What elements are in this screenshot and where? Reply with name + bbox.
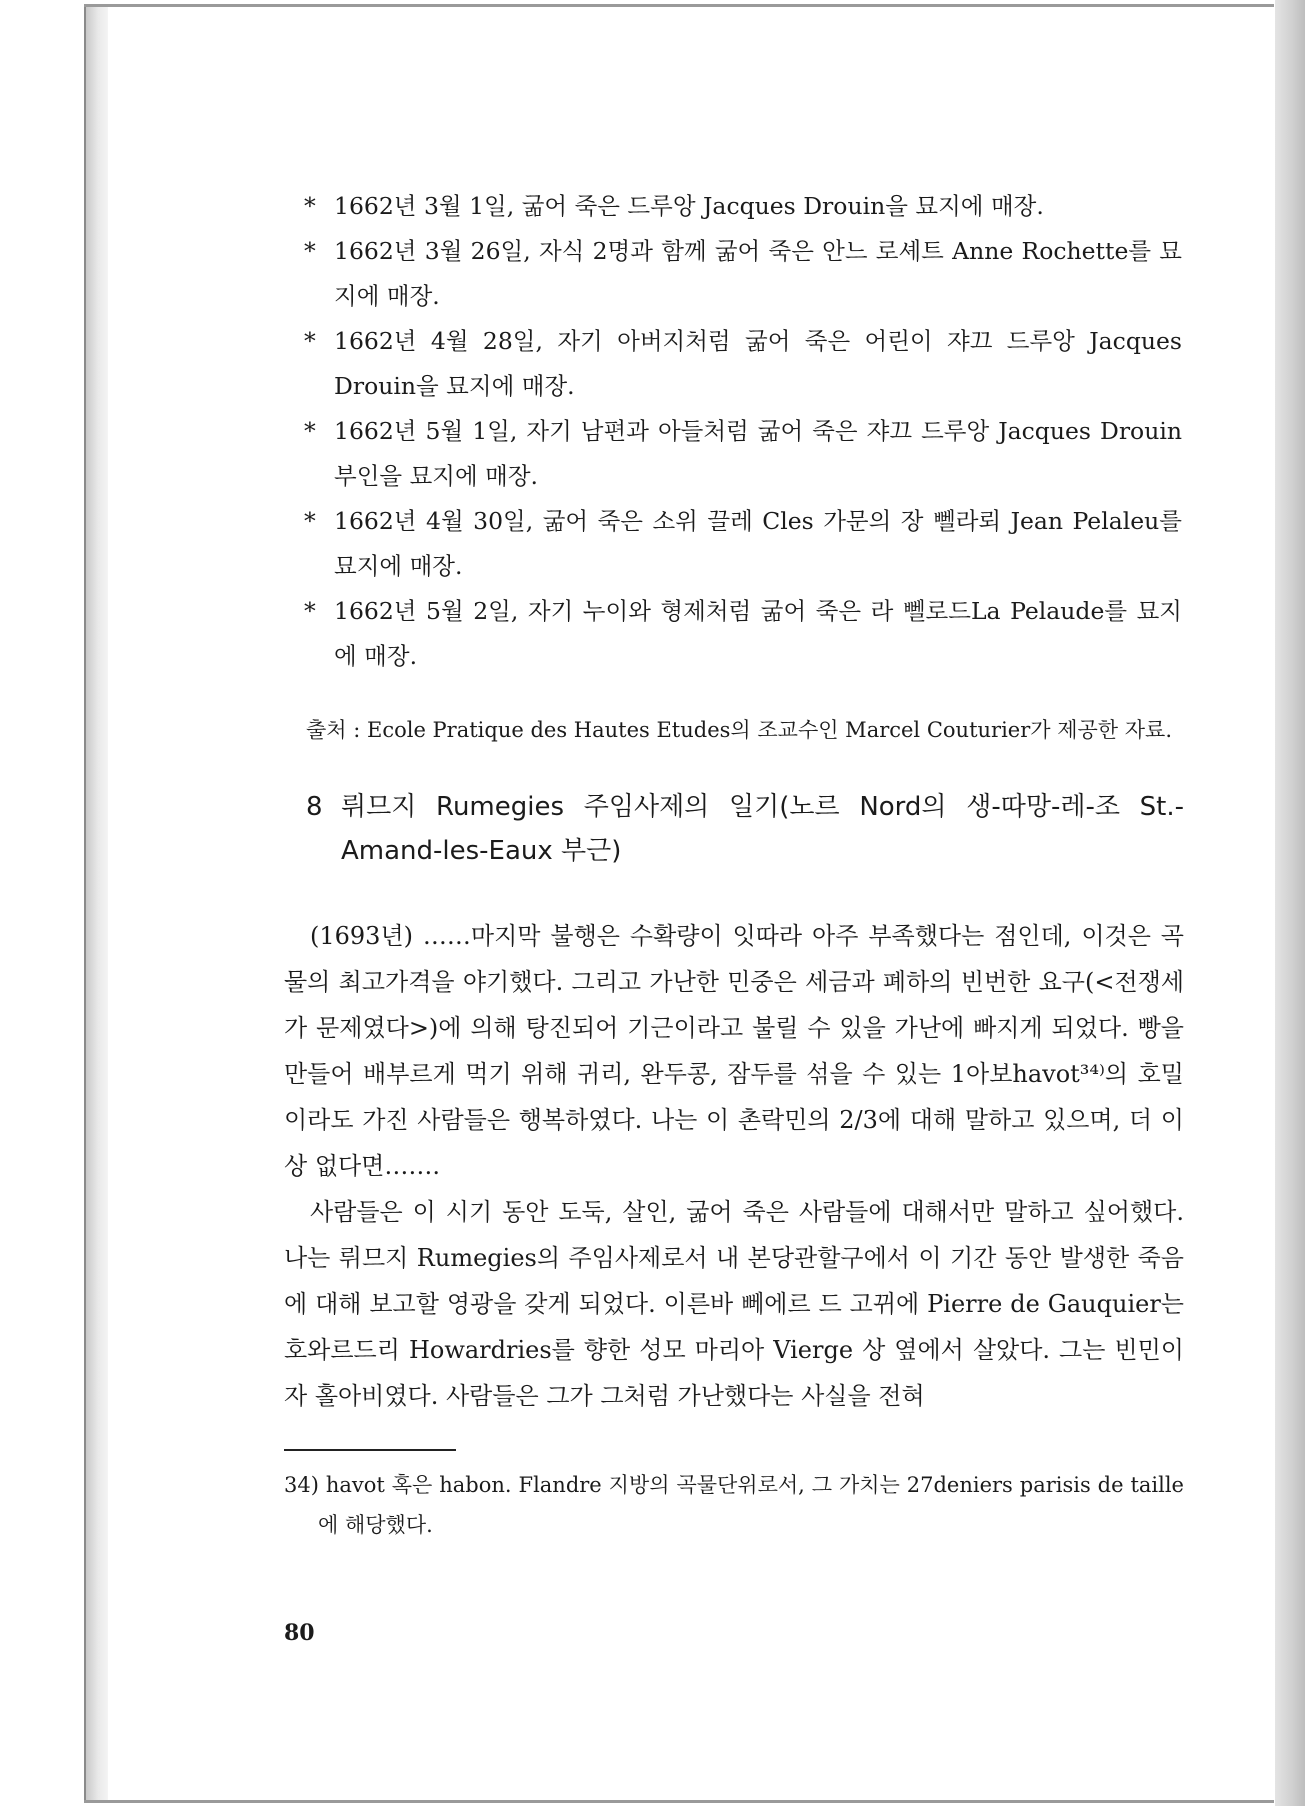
- burial-record-text: 1662년 3월 1일, 굶어 죽은 드루앙 Jacques Drouin을 묘지에 매장.: [334, 192, 1044, 220]
- bullet: *: [304, 597, 316, 625]
- section-heading: [284, 785, 1184, 873]
- paragraph: 사람들은 이 시기 동안 도둑, 살인, 굶어 죽은 사람들에 대해서만 말하고 싶어했다. 나는 뤼므지 Rumegies의 주임사제로서 내 본당관할구에서 이 기간 동안 발생한 죽음에 대해 보고할 영광을 갖게 되었다. 이른바 뻬에르 드 고뀌에 Pierre de Gauquier는 호와르드리 Howardries를 향한 성모 마리아 Vierge 상 옆에서 살았다. 그는 빈민이자 홀아비였다. 사람들은 그가 그처럼 가난했다는 사실을 전혀: [284, 1198, 1184, 1410]
- burial-record-text: 1662년 3월 26일, 자식 2명과 함께 굶어 죽은 안느 로셰트 Anne Rochette를 묘지에 매장.: [334, 237, 1182, 310]
- footnote: 34) havot 혹은 habon. Flandre 지방의 곡물단위로서, 그 가치는 27deniers parisis de taille에 해당했다.: [284, 1473, 1184, 1537]
- page-content: [284, 184, 1184, 1545]
- bullet: *: [304, 192, 316, 220]
- source-note: 출처 : Ecole Pratique des Hautes Etudes의 조교수인 Marcel Couturier가 제공한 자료.: [306, 718, 1172, 742]
- section-number: 8: [306, 792, 323, 822]
- page-edge-left: [84, 6, 108, 1802]
- burial-record: [284, 499, 1184, 589]
- body-text: [284, 913, 1184, 1419]
- burial-record: [284, 184, 1184, 229]
- burial-record-text: 1662년 5월 1일, 자기 남편과 아들처럼 굶어 죽은 쟈끄 드루앙 Jacques Drouin 부인을 묘지에 매장.: [334, 417, 1182, 490]
- burial-record: [284, 319, 1184, 409]
- page-edge-bottom: [84, 1800, 1274, 1803]
- bullet: *: [304, 507, 316, 535]
- page-number: 80: [284, 1620, 315, 1646]
- section-title: 뤼므지 Rumegies 주임사제의 일기(노르 Nord의 생-따망-레-조 St.-Amand-les-Eaux 부근): [341, 792, 1184, 866]
- bullet: *: [304, 327, 316, 355]
- burial-record-text: 1662년 4월 28일, 자기 아버지처럼 굶어 죽은 어린이 쟈끄 드루앙 Jacques Drouin을 묘지에 매장.: [334, 327, 1182, 400]
- burial-record: [284, 589, 1184, 679]
- burial-record-text: 1662년 4월 30일, 굶어 죽은 소위 끌레 Cles 가문의 장 뻴라뢰 Jean Pelaleu를 묘지에 매장.: [334, 507, 1182, 580]
- burial-record: [284, 409, 1184, 499]
- paragraph: (1693년) ……마지막 불행은 수확량이 잇따라 아주 부족했다는 점인데, 이것은 곡물의 최고가격을 야기했다. 그리고 가난한 민중은 세금과 폐하의 빈번한 요구(<전쟁세가 문제였다>)에 의해 탕진되어 기근이라고 불릴 수 있을 가난에 빠지게 되었다. 빵을 만들어 배부르게 먹기 위해 귀리, 완두콩, 잠두를 섞을 수 있는 1아보havot³⁴⁾의 호밀이라도 가진 사람들은 행복하였다. 나는 이 촌락민의 2/3에 대해 말하고 있으며, 더 이상 없다면…….: [284, 922, 1184, 1180]
- burial-record-list: [284, 184, 1184, 679]
- bullet: *: [304, 237, 316, 265]
- footnote-divider: [284, 1449, 456, 1451]
- burial-record: [284, 229, 1184, 319]
- burial-record-text: 1662년 5월 2일, 자기 누이와 형제처럼 굶어 죽은 라 뻴로드La Pelaude를 묘지에 매장.: [334, 597, 1182, 670]
- page-edge-top: [84, 4, 1274, 7]
- bullet: *: [304, 417, 316, 445]
- page-edge-right: [1275, 0, 1305, 1806]
